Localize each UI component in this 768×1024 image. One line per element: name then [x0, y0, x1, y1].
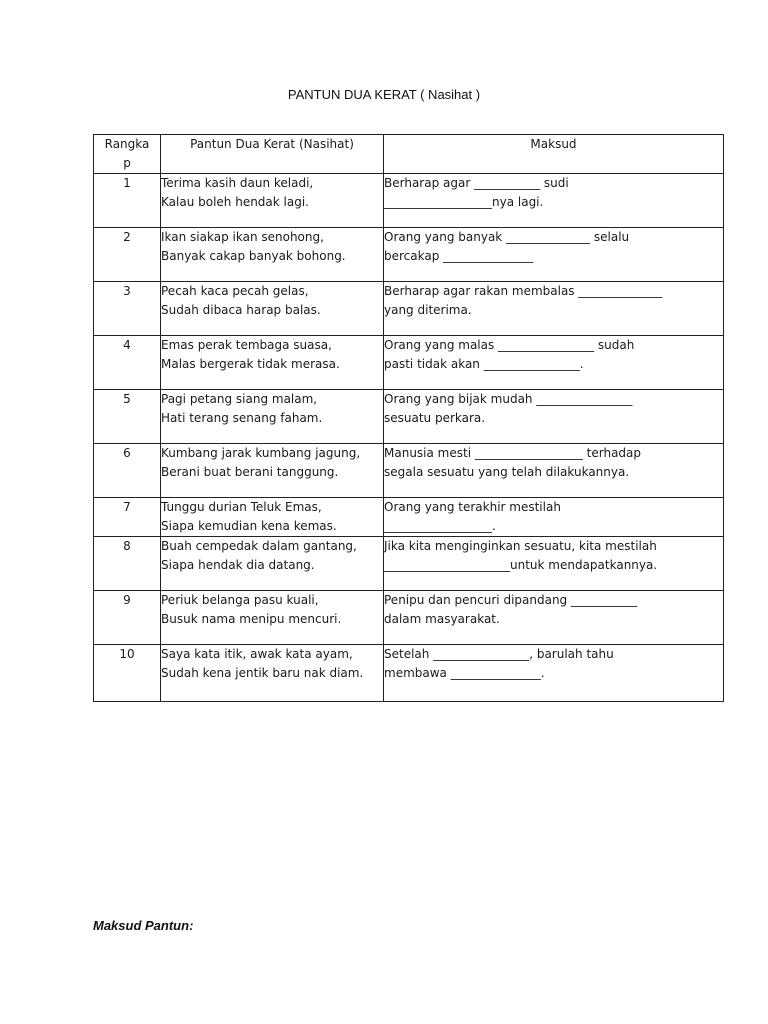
maksud-pantun-label: Maksud Pantun:: [93, 918, 194, 933]
maksud-line-2: yang diterima.: [384, 303, 472, 317]
maksud-line-1: Orang yang malas ________________ sudah: [384, 338, 635, 352]
header-rangkap-line1: Rangka: [104, 137, 150, 151]
maksud-line-1: Orang yang bijak mudah ________________: [384, 392, 633, 406]
pantun-cell: [161, 591, 384, 645]
table-row: [94, 645, 724, 702]
row-number: 8: [94, 537, 161, 591]
table-row: [94, 174, 724, 228]
maksud-line-1: Setelah ________________, barulah tahu: [384, 647, 614, 661]
pantun-line-1: Saya kata itik, awak kata ayam,: [161, 647, 353, 661]
maksud-line-1: Berharap agar ___________ sudi: [384, 176, 569, 190]
pantun-line-1: Terima kasih daun keladi,: [161, 176, 314, 190]
pantun-cell: [161, 537, 384, 591]
pantun-line-1: Pecah kaca pecah gelas,: [161, 284, 309, 298]
maksud-line-2: pasti tidak akan ________________.: [384, 357, 584, 371]
row-number: 10: [94, 645, 161, 702]
row-number: 9: [94, 591, 161, 645]
table-row: [94, 282, 724, 336]
header-pantun: Pantun Dua Kerat (Nasihat): [161, 135, 384, 174]
row-number: 2: [94, 228, 161, 282]
pantun-line-1: Tunggu durian Teluk Emas,: [161, 500, 322, 514]
pantun-cell: [161, 282, 384, 336]
header-rangkap-line2: p: [123, 156, 131, 170]
pantun-line-2: Sudah kena jentik baru nak diam.: [161, 666, 364, 680]
pantun-line-2: Siapa kemudian kena kemas.: [161, 519, 337, 533]
pantun-line-1: Periuk belanga pasu kuali,: [161, 593, 319, 607]
pantun-table: [93, 134, 724, 702]
pantun-cell: [161, 174, 384, 228]
pantun-line-1: Kumbang jarak kumbang jagung,: [161, 446, 361, 460]
pantun-cell: [161, 498, 384, 537]
table-header-row: [94, 135, 724, 174]
table-row: [94, 444, 724, 498]
pantun-line-1: Ikan siakap ikan senohong,: [161, 230, 324, 244]
maksud-line-2: bercakap _______________: [384, 249, 534, 263]
pantun-cell: [161, 444, 384, 498]
maksud-cell: [384, 537, 724, 591]
table-row: [94, 591, 724, 645]
row-number: 1: [94, 174, 161, 228]
pantun-cell: [161, 390, 384, 444]
maksud-line-2: dalam masyarakat.: [384, 612, 500, 626]
pantun-cell: [161, 228, 384, 282]
maksud-line-2: __________________nya lagi.: [384, 195, 544, 209]
maksud-cell: [384, 444, 724, 498]
maksud-line-2: segala sesuatu yang telah dilakukannya.: [384, 465, 630, 479]
maksud-cell: [384, 174, 724, 228]
pantun-cell: [161, 336, 384, 390]
pantun-line-2: Berani buat berani tanggung.: [161, 465, 339, 479]
maksud-cell: [384, 645, 724, 702]
maksud-cell: [384, 336, 724, 390]
maksud-line-2: sesuatu perkara.: [384, 411, 486, 425]
pantun-line-2: Sudah dibaca harap balas.: [161, 303, 321, 317]
pantun-cell: [161, 645, 384, 702]
pantun-line-1: Emas perak tembaga suasa,: [161, 338, 332, 352]
table-row: [94, 537, 724, 591]
pantun-line-2: Kalau boleh hendak lagi.: [161, 195, 309, 209]
maksud-line-2: _____________________untuk mendapatkannya.: [384, 558, 658, 572]
row-number: 3: [94, 282, 161, 336]
pantun-line-2: Banyak cakap banyak bohong.: [161, 249, 346, 263]
maksud-line-2: membawa _______________.: [384, 666, 545, 680]
table-row: [94, 228, 724, 282]
maksud-line-2: __________________.: [384, 519, 496, 533]
table-row: [94, 336, 724, 390]
maksud-line-1: Manusia mesti __________________ terhadap: [384, 446, 642, 460]
pantun-line-1: Buah cempedak dalam gantang,: [161, 539, 357, 553]
maksud-cell: [384, 498, 724, 537]
maksud-line-1: Orang yang terakhir mestilah: [384, 500, 561, 514]
table-row: [94, 498, 724, 537]
pantun-line-2: Busuk nama menipu mencuri.: [161, 612, 342, 626]
document-title: PANTUN DUA KERAT ( Nasihat ): [287, 87, 481, 102]
maksud-cell: [384, 228, 724, 282]
table-row: [94, 390, 724, 444]
pantun-line-2: Malas bergerak tidak merasa.: [161, 357, 340, 371]
row-number: 4: [94, 336, 161, 390]
maksud-cell: [384, 591, 724, 645]
header-maksud: Maksud: [384, 135, 724, 174]
maksud-line-1: Orang yang banyak ______________ selalu: [384, 230, 630, 244]
row-number: 7: [94, 498, 161, 537]
pantun-line-2: Siapa hendak dia datang.: [161, 558, 315, 572]
pantun-line-2: Hati terang senang faham.: [161, 411, 323, 425]
header-rangkap: [94, 135, 161, 174]
maksud-cell: [384, 282, 724, 336]
maksud-line-1: Berharap agar rakan membalas ______________: [384, 284, 663, 298]
maksud-line-1: Jika kita menginginkan sesuatu, kita mestilah: [384, 539, 657, 553]
pantun-line-1: Pagi petang siang malam,: [161, 392, 318, 406]
maksud-line-1: Penipu dan pencuri dipandang ___________: [384, 593, 637, 607]
row-number: 5: [94, 390, 161, 444]
row-number: 6: [94, 444, 161, 498]
maksud-cell: [384, 390, 724, 444]
